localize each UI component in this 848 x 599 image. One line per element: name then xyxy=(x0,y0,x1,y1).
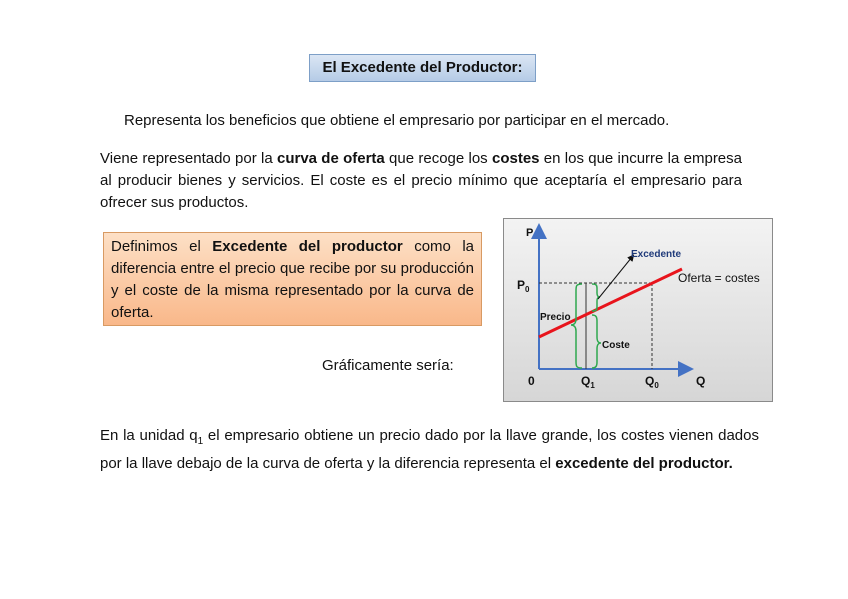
supply-graph-svg xyxy=(504,219,774,403)
subscript: 1 xyxy=(197,436,204,447)
text-segment: Viene representado por la xyxy=(100,150,277,167)
p0-sub: 0 xyxy=(525,285,530,294)
page-title: El Excedente del Productor: xyxy=(309,54,536,82)
text-segment: en los que incurre la empresa al producir bienes y servicios. El coste es el precio mínimo que aceptaría el empresario para ofrecer sus productos. xyxy=(100,150,742,211)
supply-curve-paragraph xyxy=(100,148,742,214)
surplus-pointer-arrow xyxy=(598,257,632,299)
price-label: Precio xyxy=(540,312,571,323)
bold-term-producer-surplus: excedente del productor. xyxy=(555,455,733,472)
bold-term-costs: costes xyxy=(491,150,540,167)
surplus-label: Excedente xyxy=(631,249,682,260)
explanation-paragraph xyxy=(100,425,759,475)
origin-label: 0 xyxy=(528,374,535,388)
q1-sub: 1 xyxy=(590,381,595,390)
cost-brace xyxy=(592,315,601,368)
q1-label xyxy=(581,374,595,390)
intro-paragraph: Representa los beneficios que obtiene el empresario por participar en el mercado. xyxy=(124,112,670,129)
supply-graph xyxy=(503,218,773,402)
supply-curve xyxy=(539,269,682,337)
text-segment: que recoge los xyxy=(384,150,492,167)
q0-label xyxy=(645,374,659,390)
q0-sub: 0 xyxy=(654,381,659,390)
text-segment: el empresario obtiene un precio dado por la llave grande, los costes vienen dados por la llave debajo de la curva de oferta y la diferencia representa el xyxy=(100,427,759,472)
price-brace xyxy=(571,284,582,368)
q0-main: Q xyxy=(645,374,655,388)
definition-box xyxy=(103,232,482,326)
text-segment: En la unidad q xyxy=(100,427,198,444)
bold-term-producer-surplus: Excedente del productor xyxy=(212,238,403,255)
y-axis-label: P xyxy=(526,227,534,239)
p0-main: P xyxy=(517,278,526,292)
q1-main: Q xyxy=(581,374,591,388)
supply-curve-label: Oferta = costes xyxy=(678,271,760,285)
cost-label: Coste xyxy=(602,340,630,351)
text-segment: Definimos el xyxy=(111,238,213,255)
graph-caption: Gráficamente sería: xyxy=(322,357,454,374)
text-segment: como la diferencia entre el precio que recibe por su producción y el coste de la misma representado por la curva de oferta. xyxy=(111,238,474,321)
x-axis-label: Q xyxy=(696,374,706,388)
bold-term-supply-curve: curva de oferta xyxy=(276,150,385,167)
p0-label xyxy=(517,278,530,294)
